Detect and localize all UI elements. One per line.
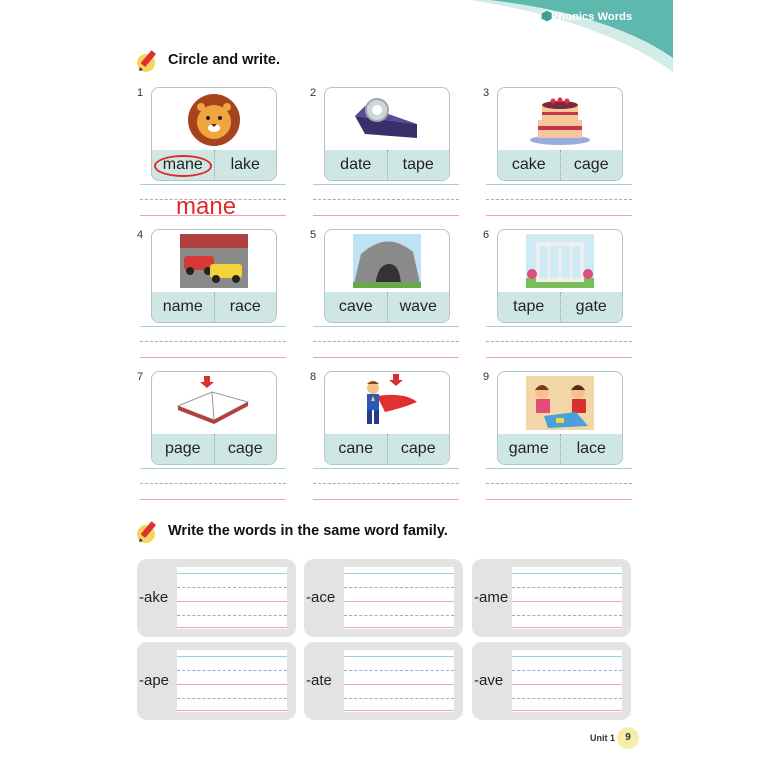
tape-dispenser-icon [325,88,449,150]
word-choice[interactable]: cake [511,156,546,173]
word-choice[interactable]: cage [560,150,623,180]
writing-lines[interactable] [486,468,632,504]
pencil-icon [136,47,162,73]
word-choices [498,434,622,464]
word-family-label: -ape [139,672,170,689]
word-choice[interactable]: race [214,292,277,322]
exercise-item-2 [310,87,474,227]
word-choice[interactable]: tape [513,298,545,315]
word-choices [152,292,276,322]
item-number: 6 [483,229,490,241]
exercise-item-6 [483,229,647,369]
word-choice[interactable]: date [340,156,372,173]
word-family-box [137,559,296,637]
word-family-writing-area[interactable] [177,567,287,629]
picture-card [497,371,623,465]
writing-lines[interactable] [140,468,286,504]
word-choices [152,434,276,464]
lion-icon [152,88,276,150]
exercise-item-4 [137,229,301,369]
section-label: Phonics Words [551,11,633,23]
section1-title: Circle and write. [168,52,281,68]
exercise-item-3 [483,87,647,227]
exercise-item-9 [483,371,647,511]
word-choice[interactable]: tape [387,150,450,180]
item-number: 9 [483,371,490,383]
word-choice[interactable]: lace [560,434,623,464]
race-cars-icon [152,230,276,292]
word-family-box [137,642,296,720]
item-number: 3 [483,87,490,99]
word-family-box [472,559,631,637]
word-family-writing-area[interactable] [512,567,622,629]
item-number: 2 [310,87,317,99]
header-ribbon [0,0,763,80]
gate-icon [498,230,622,292]
writing-lines[interactable] [313,326,459,362]
word-choice[interactable]: gate [560,292,623,322]
writing-lines[interactable] [313,184,459,220]
word-family-writing-area[interactable] [344,567,454,629]
writing-lines[interactable] [140,326,286,362]
superhero-cape-icon [325,372,449,434]
word-family-label: -ave [474,672,504,689]
word-choice-circled[interactable]: mane [152,150,214,180]
word-choice[interactable]: cage [214,434,277,464]
exercise-item-7 [137,371,301,511]
open-book-icon [152,372,276,434]
word-family-label: -ate [306,672,332,689]
pencil-icon [136,518,162,544]
word-choice[interactable]: lake [214,150,277,180]
word-choice[interactable]: cane [338,440,374,457]
word-choice[interactable]: cave [338,298,373,315]
word-choices [325,434,449,464]
word-choice[interactable]: name [162,298,203,315]
word-choice[interactable]: game [508,440,549,457]
item-number: 7 [137,371,144,383]
word-family-label: -ace [306,589,336,606]
writing-lines[interactable] [486,326,632,362]
section2-title: Write the words in the same word family. [168,523,448,539]
written-answer: mane [176,193,237,220]
picture-card [324,87,450,181]
exercise-item-8 [310,371,474,511]
writing-lines[interactable] [313,468,459,504]
word-choice[interactable]: cape [387,434,450,464]
word-family-writing-area[interactable] [344,650,454,712]
picture-card [151,87,277,181]
word-choice[interactable]: page [164,440,201,457]
page-number: 9 [617,727,639,749]
word-family-writing-area[interactable] [512,650,622,712]
section2-heading [136,518,448,544]
word-choices [152,150,276,180]
picture-card [151,371,277,465]
word-choice[interactable]: wave [387,292,450,322]
picture-card [324,371,450,465]
word-family-label: -ame [474,589,509,606]
picture-card [151,229,277,323]
exercise-item-5 [310,229,474,369]
word-choices [498,292,622,322]
word-family-box [304,642,463,720]
unit-label: Unit 1 [590,733,616,743]
kids-board-game-icon [498,372,622,434]
word-family-writing-area[interactable] [177,650,287,712]
word-family-box [472,642,631,720]
picture-card [324,229,450,323]
exercise-item-1 [137,87,301,227]
item-number: 1 [137,87,144,99]
picture-card [497,87,623,181]
cake-icon [498,88,622,150]
item-number: 8 [310,371,317,383]
item-number: 5 [310,229,317,241]
word-choices [498,150,622,180]
item-number: 4 [137,229,144,241]
word-choices [325,292,449,322]
word-choices [325,150,449,180]
word-family-box [304,559,463,637]
word-family-label: -ake [139,589,169,606]
picture-card [497,229,623,323]
section1-heading [136,47,280,73]
writing-lines[interactable] [486,184,632,220]
cave-icon [325,230,449,292]
writing-lines[interactable] [140,184,286,220]
